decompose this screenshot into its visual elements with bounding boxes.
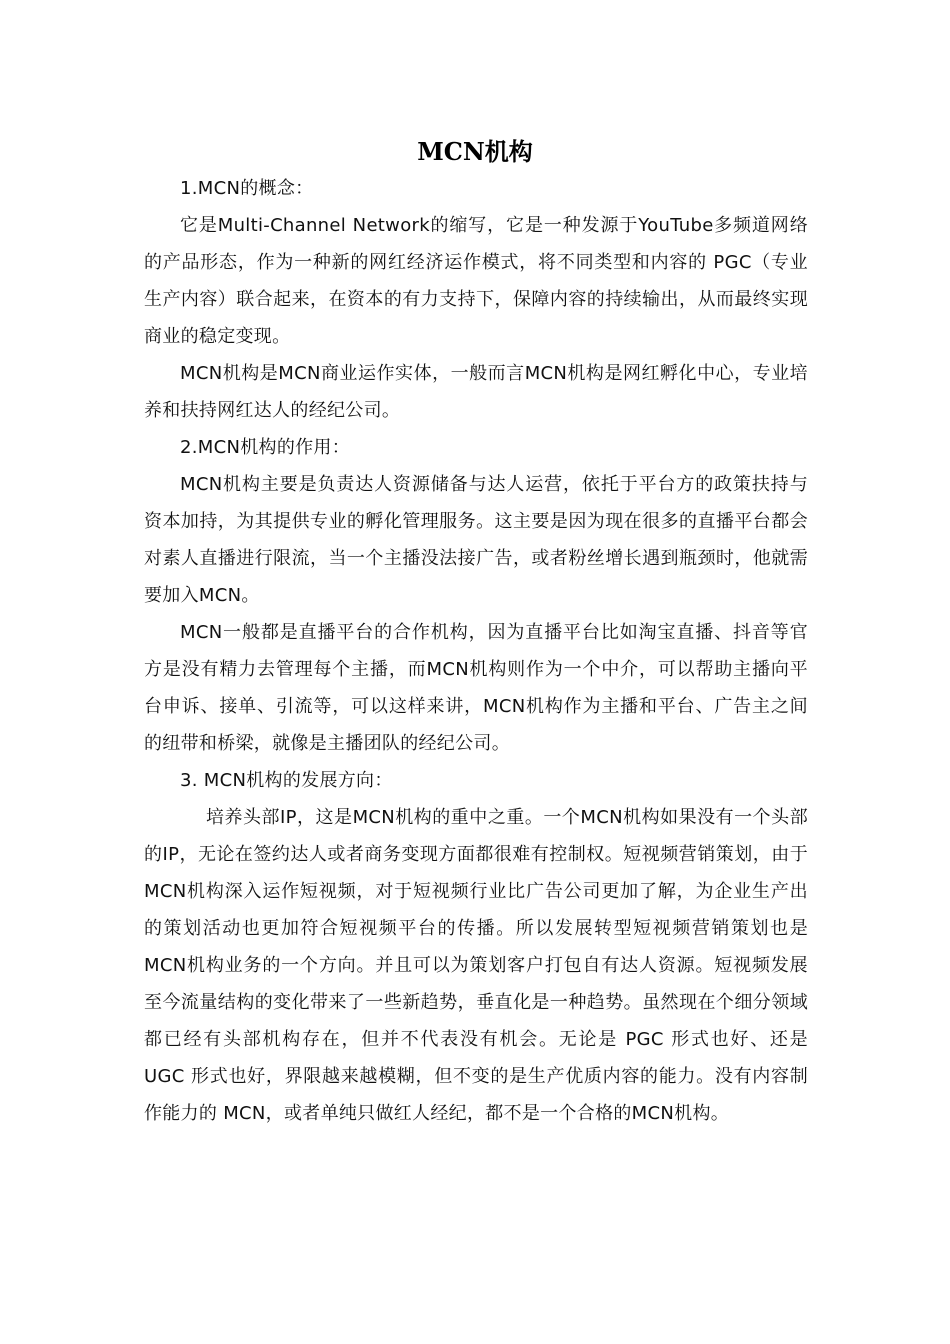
- section-heading-concept: 1.MCN的概念：: [180, 178, 314, 199]
- paragraph-direction: 培养头部IP，这是MCN机构的重中之重。一个MCN机构如果没有一个头部的IP，无论在签约达人或者商务变现方面都很难有控制权。短视频营销策划，由于MCN机构深入运作短视频，对于短视频行业比广告公司更加了解，为企业生产出的策划活动也更加符合短视频平台的传播。所以发展转型短视频营销策划也是MCN机构业务的一个方向。并且可以为策划客户打包自有达人资源。短视频发展至今流量结构的变化带来了一些新趋势，垂直化是一种趋势。虽然现在个细分领域都已经有头部机构存在，但并不代表没有机会。无论是 PGC 形式也好、还是 UGC 形式也好，界限越来越模糊，但不变的是生产优质内容的能力。没有内容制作能力的 MCN，或者单纯只做红人经纪，都不是一个合格的MCN机构。: [144, 807, 808, 1124]
- paragraph-definition: 它是Multi-Channel Network的缩写，它是一种发源于YouTube多频道网络的产品形态，作为一种新的网红经济运作模式，将不同类型和内容的 PGC（专业生产内容）联合起来，在资本的有力支持下，保障内容的持续输出，从而最终实现商业的稳定变现。: [144, 215, 808, 347]
- paragraph-intermediary: MCN一般都是直播平台的合作机构，因为直播平台比如淘宝直播、抖音等官方是没有精力去管理每个主播，而MCN机构则作为一个中介，可以帮助主播向平台申诉、接单、引流等，可以这样来讲，MCN机构作为主播和平台、广告主之间的纽带和桥梁，就像是主播团队的经纪公司。: [144, 622, 808, 754]
- section-heading-direction: 3. MCN机构的发展方向：: [180, 770, 393, 791]
- document-title: MCN机构: [417, 137, 533, 166]
- section-heading-role: 2.MCN机构的作用：: [180, 437, 351, 458]
- paragraph-role: MCN机构主要是负责达人资源储备与达人运营，依托于平台方的政策扶持与资本加持，为其提供专业的孵化管理服务。这主要是因为现在很多的直播平台都会对素人直播进行限流，当一个主播没法接广告，或者粉丝增长遇到瓶颈时，他就需要加入MCN。: [144, 474, 808, 606]
- document-body: [144, 170, 808, 1132]
- paragraph-entity: MCN机构是MCN商业运作实体，一般而言MCN机构是网红孵化中心，专业培养和扶持网红达人的经纪公司。: [144, 363, 808, 421]
